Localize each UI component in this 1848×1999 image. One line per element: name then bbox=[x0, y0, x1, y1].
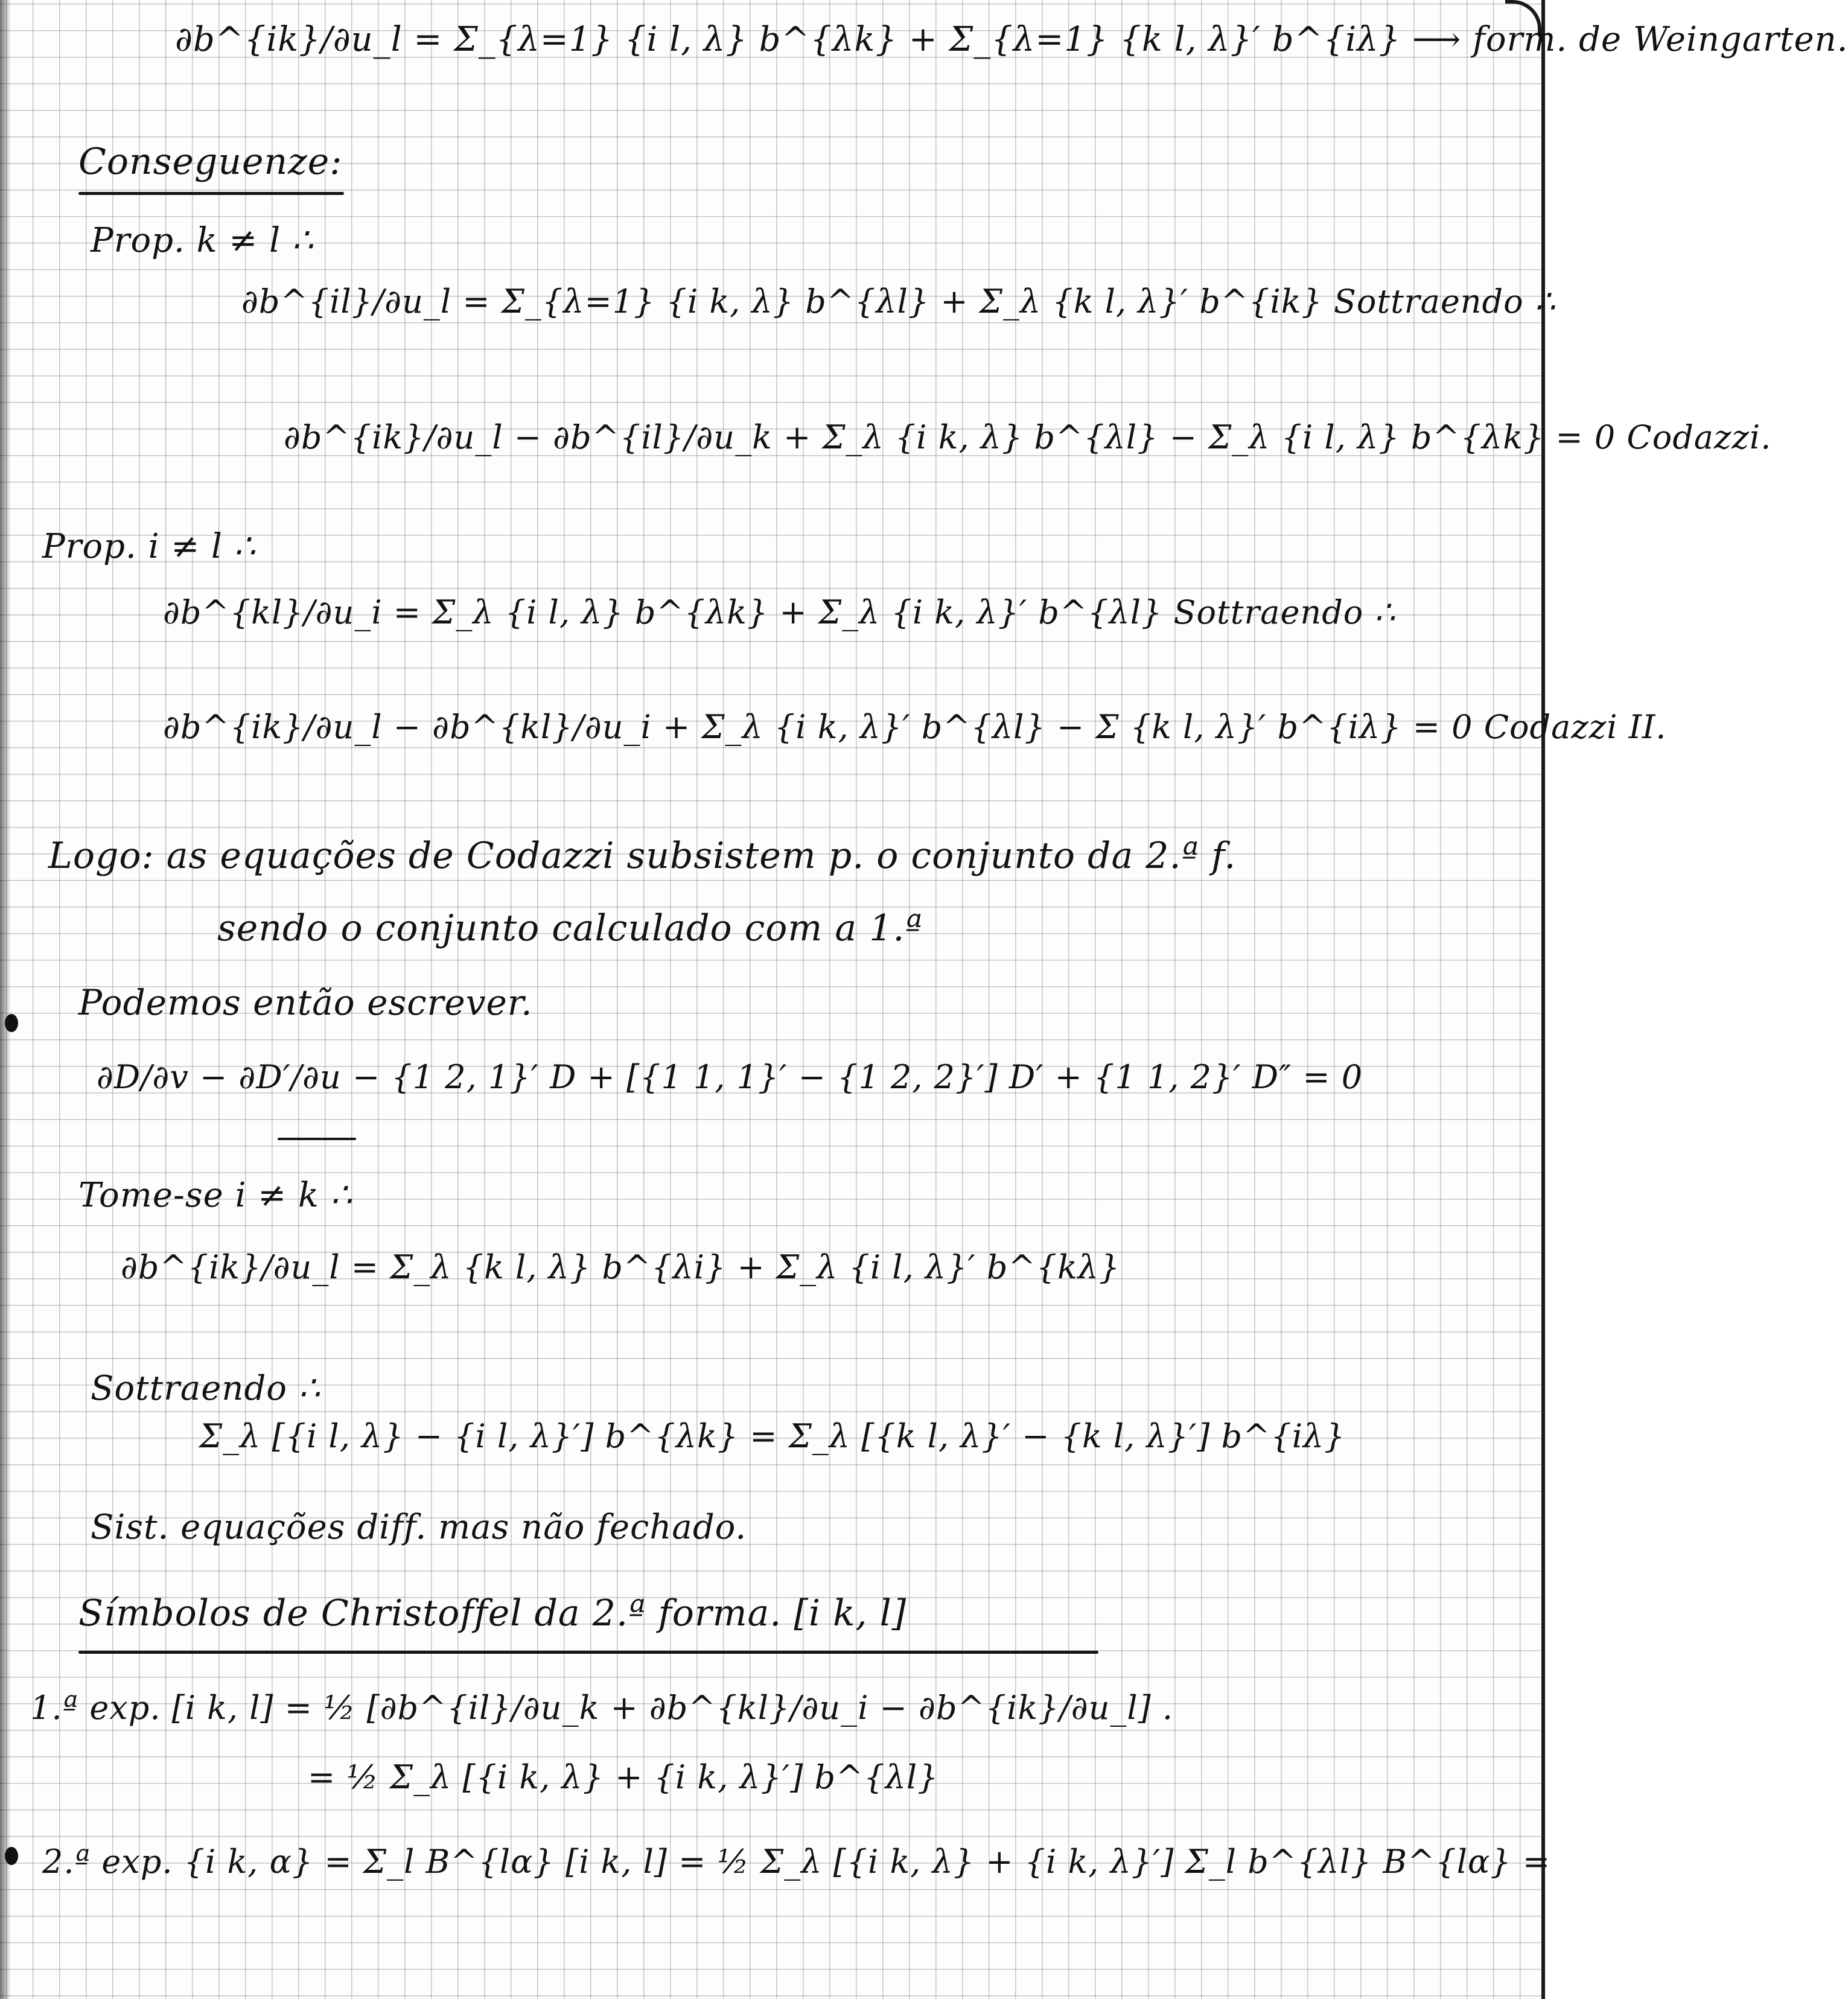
equation-first-expression: 1.ª exp. [i k, l] = ½ [∂b^{il}/∂u_k + ∂b^{kl}/∂u_i − ∂b^{ik}/∂u_l] . bbox=[30, 1689, 1174, 1727]
note-sottraendo: Sottraendo ∴ bbox=[91, 1369, 321, 1408]
equation-weingarten: ∂b^{ik}/∂u_l = Σ_{λ=1} {i l, λ} b^{λk} + Σ_{λ=1} {k l, λ}′ b^{iλ} ⟶ form. de Weingarten. bbox=[175, 20, 1848, 59]
heading-christoffel: Símbolos de Christoffel da 2.ª forma. [i k, l] bbox=[78, 1592, 907, 1634]
proposition-k-l: Prop. k ≠ l ∴ bbox=[91, 221, 314, 260]
equation-bil: ∂b^{il}/∂u_l = Σ_{λ=1} {i k, λ} b^{λl} + Σ_λ {k l, λ}′ b^{ik} Sottraendo ∴ bbox=[241, 282, 1556, 320]
heading-conseguenze: Conseguenze: bbox=[78, 141, 343, 183]
note-podemos: Podemos então escrever. bbox=[78, 982, 533, 1023]
page-shadow-edge bbox=[0, 0, 11, 1999]
binding-hole bbox=[5, 1847, 18, 1865]
heading-underline bbox=[78, 192, 344, 195]
equation-first-expression-cont: = ½ Σ_λ [{i k, λ} + {i k, λ}′] b^{λl} bbox=[308, 1758, 939, 1796]
binding-hole bbox=[5, 1014, 18, 1032]
note-conjunto: sendo o conjunto calculado com a 1.ª bbox=[217, 907, 923, 949]
equation-codazzi-D: ∂D/∂v − ∂D′/∂u − {1 2, 1}′ D + [{1 1, 1}′ − {1 2, 2}′] D′ + {1 1, 2}′ D″ = 0 bbox=[97, 1058, 1363, 1096]
dash-mark bbox=[278, 1138, 356, 1140]
equation-difference: Σ_λ [{i l, λ} − {i l, λ}′] b^{λk} = Σ_λ [{k l, λ}′ − {k l, λ}′] b^{iλ} bbox=[199, 1417, 1346, 1455]
proposition-i-k: Tome-se i ≠ k ∴ bbox=[78, 1176, 353, 1215]
equation-bkl: ∂b^{kl}/∂u_i = Σ_λ {i l, λ} b^{λk} + Σ_λ {i k, λ}′ b^{λl} Sottraendo ∴ bbox=[163, 593, 1396, 631]
proposition-i-l: Prop. i ≠ l ∴ bbox=[42, 527, 256, 566]
equation-second-expression: 2.ª exp. {i k, α} = Σ_l B^{lα} [i k, l] = ½ Σ_λ [{i k, λ} + {i k, λ}′] Σ_l b^{λl} B^{lα} = bbox=[42, 1843, 1551, 1881]
equation-bik-sum: ∂b^{ik}/∂u_l = Σ_λ {k l, λ} b^{λi} + Σ_λ {i l, λ}′ b^{kλ} bbox=[121, 1248, 1121, 1286]
note-sistema: Sist. equações diff. mas não fechado. bbox=[91, 1508, 747, 1547]
heading-underline bbox=[78, 1651, 1098, 1654]
equation-codazzi-2: ∂b^{ik}/∂u_l − ∂b^{kl}/∂u_i + Σ_λ {i k, λ}′ b^{λl} − Σ {k l, λ}′ b^{iλ} = 0 Codazzi II. bbox=[163, 708, 1667, 746]
note-codazzi-subsistem: Logo: as equações de Codazzi subsistem p. o conjunto da 2.ª f. bbox=[48, 835, 1237, 877]
equation-codazzi-1: ∂b^{ik}/∂u_l − ∂b^{il}/∂u_k + Σ_λ {i k, λ} b^{λl} − Σ_λ {i l, λ} b^{λk} = 0 Codazzi. bbox=[284, 418, 1772, 456]
